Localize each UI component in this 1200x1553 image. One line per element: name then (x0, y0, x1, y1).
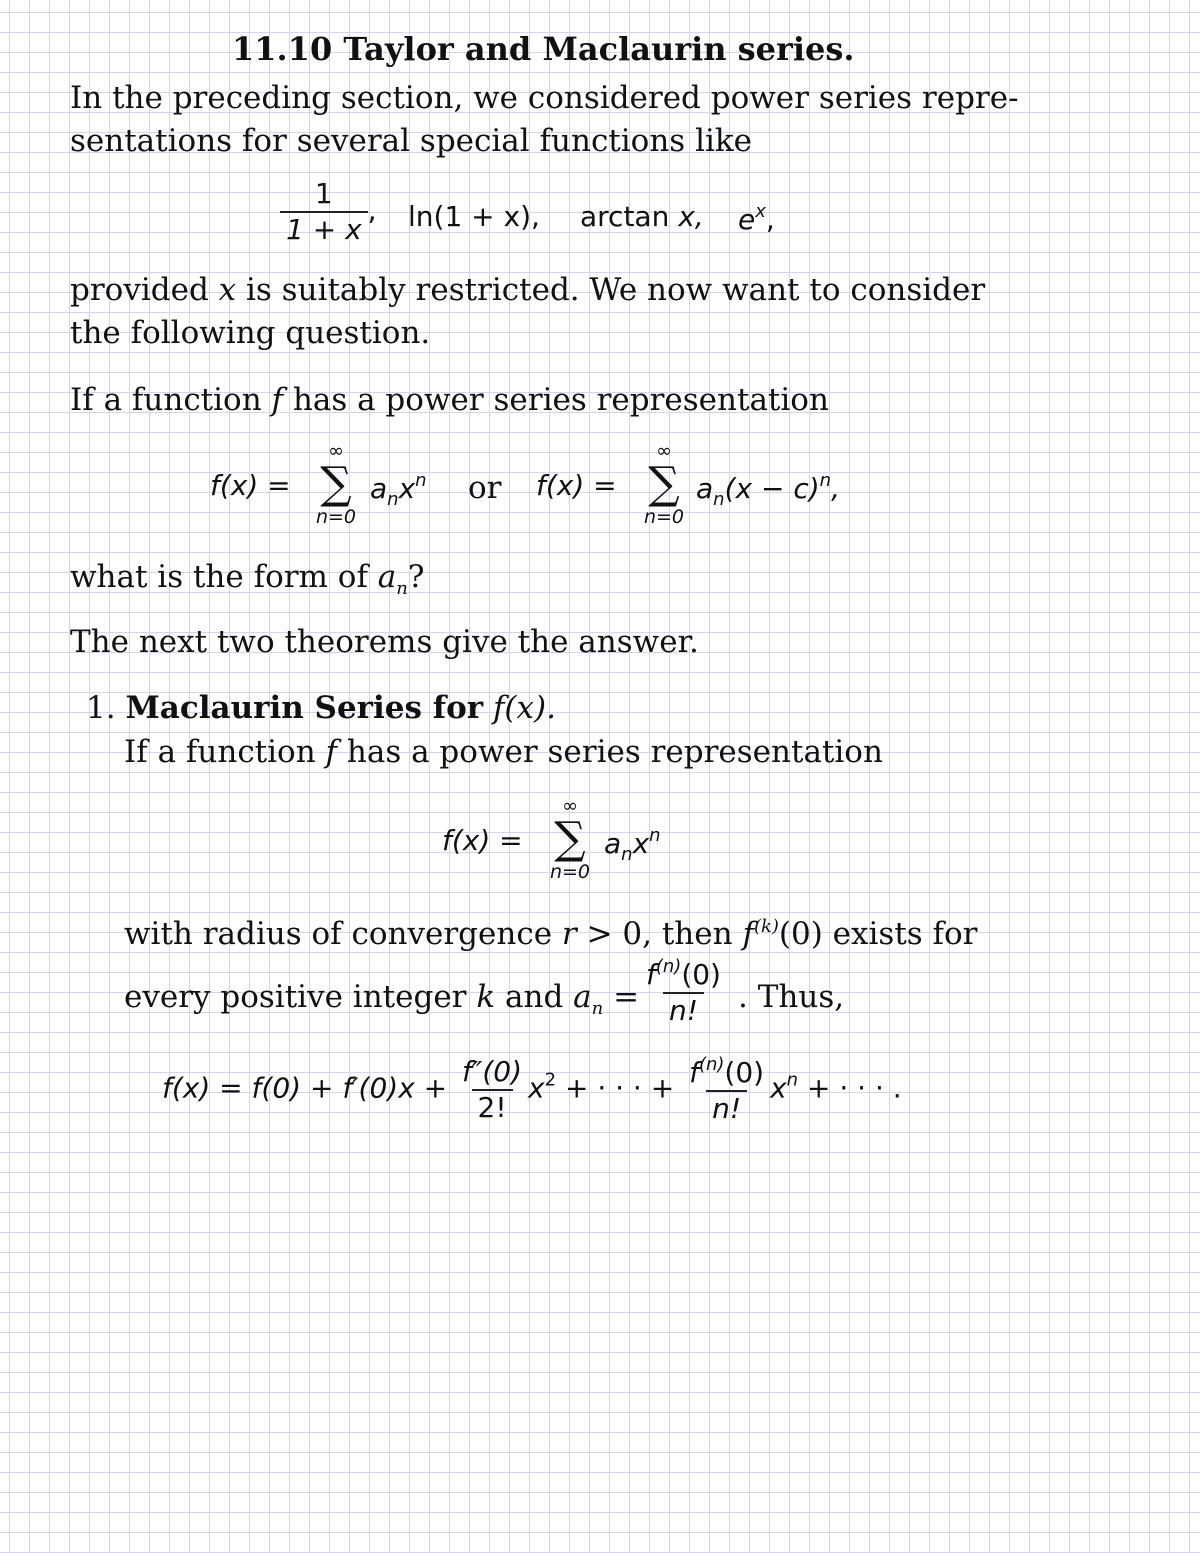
item1-line-var: f (325, 734, 338, 770)
eq1-x: x (398, 472, 416, 505)
item1-heading-var: f(x). (492, 690, 556, 726)
arctan-word: arctan (580, 200, 670, 233)
eq1-sigma: ∑ (320, 458, 352, 509)
an-num-sup: (n) (655, 956, 682, 977)
eq1-a2: a (696, 472, 714, 505)
an-num-arg: (0) (681, 958, 721, 991)
eq3-frac1-den: 2! (472, 1089, 513, 1122)
item1-number: 1. (86, 690, 116, 726)
ln-expression: ln(1 + x), (408, 200, 540, 233)
eq1-term (370, 472, 427, 509)
radius-r: r (561, 916, 577, 952)
next-two-line: The next two theorems give the answer. (70, 624, 699, 660)
eq1-sum (312, 440, 360, 528)
radius-eq: = (613, 979, 640, 1015)
section-title: 11.10 Taylor and Maclaurin series. (232, 30, 855, 68)
fraction-denominator: 1 + x (280, 211, 368, 244)
arctan-expression (580, 200, 704, 233)
eq2-x: x (632, 827, 650, 860)
exp-base: e (738, 203, 756, 236)
radius-an-sub: n (591, 998, 604, 1019)
radius-gt: > 0, then (586, 916, 733, 952)
what-form-end: ? (407, 559, 425, 595)
provided-text-rest: is suitably restricted. We now want to consider (246, 272, 986, 308)
function-list (280, 177, 377, 246)
eq1-sum-2 (640, 440, 688, 528)
eq3-mid: + · · · + (556, 1071, 675, 1105)
item1-line-rest: has a power series representation (346, 734, 883, 770)
radius-thus: . Thus, (738, 979, 845, 1015)
eq2-sum-bottom: n=0 (549, 861, 591, 883)
eq3-mid-x: x (528, 1071, 545, 1105)
radius-and: and (505, 979, 564, 1015)
eq2-x-sup: n (649, 825, 661, 846)
eq3-end-sup: n (786, 1069, 799, 1091)
item1-heading (86, 690, 556, 726)
eq3-frac2-f: f (689, 1056, 699, 1089)
intro-line-2: sentations for several special functions like (70, 123, 753, 159)
provided-var: x (218, 272, 237, 308)
eq1-a: a (370, 472, 388, 505)
eq2-a-sub: n (621, 844, 633, 865)
radius-text-rest: exists for (832, 916, 978, 952)
eq3 (162, 1056, 902, 1123)
eq1-term2-body: (x − c) (724, 472, 820, 505)
question-var: f (271, 382, 284, 418)
what-form-var: a (377, 559, 397, 595)
eq1-term2-sup: n (819, 470, 832, 491)
item1-line (124, 734, 883, 770)
an-fraction-den: n! (663, 992, 704, 1025)
eq3-mid-sup: 2 (544, 1069, 557, 1091)
eq1-a2-sub: n (713, 489, 725, 510)
eq2-sum (546, 795, 594, 883)
eq1-x-sup: n (415, 470, 427, 491)
eq1-sum2-top: ∞ (656, 440, 672, 462)
eq2-term (604, 827, 661, 864)
eq1-sigma-2: ∑ (648, 458, 680, 509)
radius-k: k (476, 979, 496, 1015)
eq3-fraction-2 (683, 1056, 770, 1123)
eq1-lhs: f(x) = (210, 469, 291, 502)
item1-heading-text: Maclaurin Series for (125, 690, 484, 726)
eq3-frac1-num: f″(0) (462, 1054, 523, 1088)
question-text: If a function (70, 382, 262, 418)
eq3-frac2-den: n! (706, 1090, 747, 1123)
radius-an: a (573, 979, 592, 1015)
radius-f: f (742, 916, 754, 952)
eq3-frac2-num (683, 1056, 770, 1090)
an-fraction-num (640, 958, 727, 992)
eq1-or: or (468, 470, 502, 506)
eq1-sum-top: ∞ (328, 440, 344, 462)
exp-comma: , (765, 203, 775, 236)
radius-f-sup: (k) (753, 916, 779, 937)
eq2-sigma: ∑ (554, 813, 586, 864)
what-form-sub: n (396, 578, 408, 599)
eq1-a-sub: n (387, 489, 399, 510)
what-form-line (70, 559, 425, 599)
eq1-lhs-2: f(x) = (536, 469, 617, 502)
intro-line-1: In the preceding section, we considered power series repre- (70, 80, 1019, 116)
eq3-end-x: x (770, 1071, 787, 1105)
fraction-numerator: 1 (314, 177, 333, 210)
radius-line-2 (124, 979, 640, 1019)
eq2-a: a (604, 827, 622, 860)
eq3-start: f(x) = f(0) + f′(0)x + (162, 1071, 448, 1105)
eq3-frac2-arg: (0) (724, 1056, 765, 1089)
radius-line-1 (124, 918, 978, 950)
radius-text: with radius of convergence (124, 916, 553, 952)
fraction-one-over-one-plus-x (280, 177, 368, 246)
item1-line-text: If a function (124, 734, 316, 770)
eq1-term2-end: , (831, 472, 840, 505)
exp-power: x (755, 201, 766, 222)
an-fraction (640, 958, 727, 1025)
what-form-text: what is the form of (70, 559, 368, 595)
provided-line-2: the following question. (70, 315, 431, 351)
provided-line-1 (70, 272, 986, 308)
question-text-rest: has a power series representation (292, 382, 829, 418)
eq2-lhs: f(x) = (442, 824, 523, 857)
radius-line2-text: every positive integer (124, 979, 467, 1015)
question-line (70, 382, 829, 418)
eq1-sum2-bottom: n=0 (643, 506, 685, 528)
an-num-f: f (646, 958, 656, 991)
eq3-frac2-sup: (n) (698, 1054, 725, 1075)
eq3-fraction-1 (456, 1054, 528, 1124)
exp-expression (738, 203, 775, 234)
radius-fraction (640, 958, 727, 1025)
eq2-sum-top: ∞ (562, 795, 578, 817)
comma: , (367, 194, 377, 227)
eq1-term-2 (696, 472, 840, 509)
eq3-end: + · · · . (798, 1071, 902, 1105)
provided-text: provided (70, 272, 209, 308)
eq1-sum-bottom: n=0 (315, 506, 357, 528)
arctan-var: x, (678, 200, 704, 233)
radius-f-arg: (0) (778, 916, 823, 952)
